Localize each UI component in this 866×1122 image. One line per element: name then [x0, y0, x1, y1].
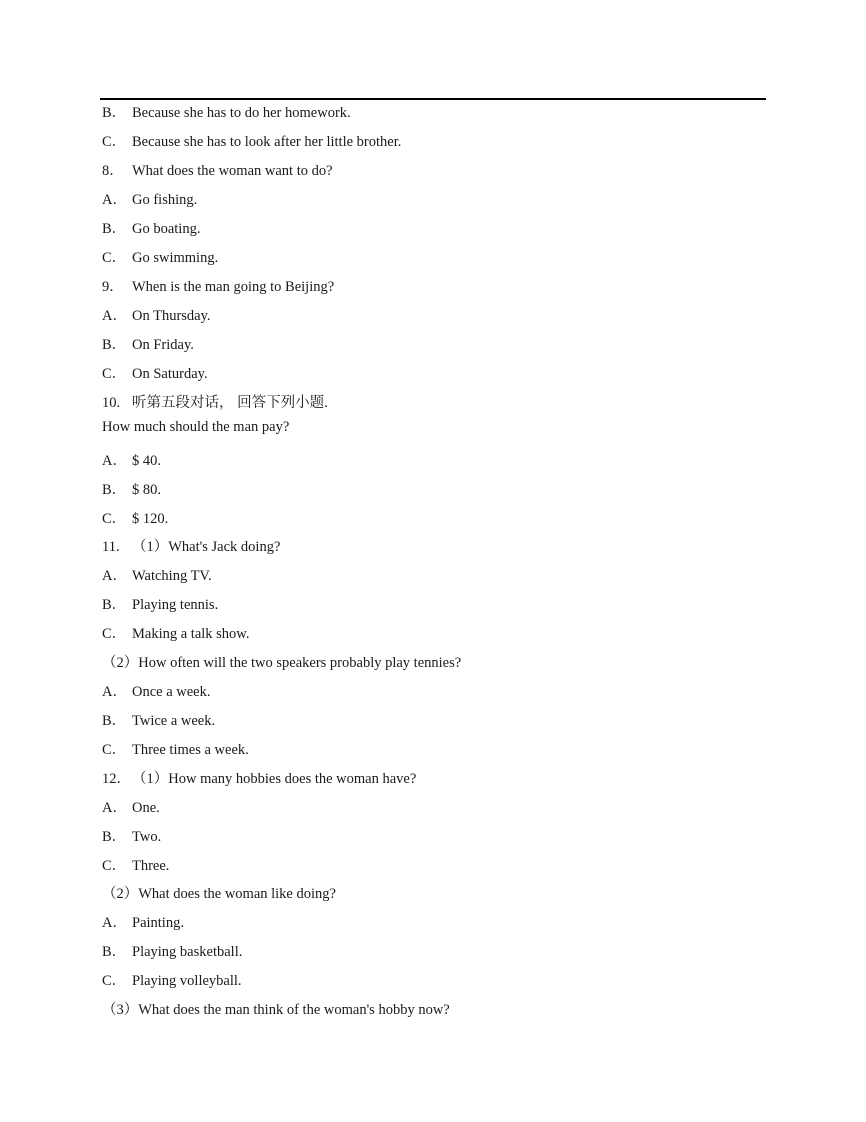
item-label: C． [102, 626, 127, 642]
question-line [102, 857, 169, 875]
item-text: $ 80. [132, 482, 161, 498]
item-text: $ 120. [132, 511, 169, 527]
question-line [102, 104, 351, 122]
item-text: On Saturday. [132, 366, 208, 382]
item-label: B． [102, 105, 127, 121]
item-text: Go fishing. [132, 192, 198, 208]
question-line [102, 162, 333, 180]
item-label: C． [102, 742, 127, 758]
question-line [102, 683, 211, 701]
question-line [102, 596, 218, 614]
question-line [102, 770, 416, 788]
item-text: Two. [132, 829, 162, 845]
question-line [102, 394, 328, 412]
item-label: C． [102, 973, 127, 989]
question-line [102, 741, 249, 759]
item-text: 听第五段对话， 回答下列小题. [132, 395, 328, 411]
item-label: A． [102, 684, 127, 700]
item-text: Playing tennis. [132, 597, 219, 613]
item-text: How much should the man pay? [102, 419, 290, 435]
item-label: B． [102, 829, 127, 845]
item-text: Watching TV. [132, 568, 212, 584]
question-subline [102, 654, 461, 672]
item-label: A． [102, 915, 127, 931]
item-label: B． [102, 944, 127, 960]
item-label: A． [102, 453, 127, 469]
item-text: Because she has to do her homework. [132, 105, 351, 121]
item-text: Go swimming. [132, 250, 219, 266]
item-label: A． [102, 800, 127, 816]
item-text: What does the woman want to do? [132, 163, 333, 179]
item-text: Go boating. [132, 221, 201, 237]
item-label: B． [102, 713, 127, 729]
item-label: A． [102, 192, 127, 208]
item-label: C． [102, 511, 127, 527]
question-line [102, 365, 208, 383]
item-label: C． [102, 250, 127, 266]
question-line [102, 914, 184, 932]
item-text: Three times a week. [132, 742, 249, 758]
item-label: A． [102, 568, 127, 584]
item-text: （3）What does the man think of the woman's hobby now? [102, 1002, 450, 1018]
question-line [102, 943, 242, 961]
question-subline [102, 885, 336, 903]
item-label: 9． [102, 279, 124, 295]
question-subline [102, 418, 289, 436]
item-label: 10. [102, 395, 121, 411]
item-text: Because she has to look after her little brother. [132, 134, 402, 150]
item-label: C． [102, 858, 127, 874]
question-line [102, 336, 194, 354]
item-label: C． [102, 134, 127, 150]
question-line [102, 307, 211, 325]
question-line [102, 712, 215, 730]
question-line [102, 249, 218, 267]
question-line [102, 625, 249, 643]
item-text: （1）What's Jack doing? [132, 539, 281, 555]
item-text: （2）How often will the two speakers probably play tennies? [102, 655, 462, 671]
item-label: B． [102, 221, 127, 237]
header-rule [100, 98, 766, 100]
question-line [102, 972, 242, 990]
item-label: 8． [102, 163, 124, 179]
item-text: Painting. [132, 915, 184, 931]
item-text: On Thursday. [132, 308, 211, 324]
item-text: （2）What does the woman like doing? [102, 886, 336, 902]
item-text: One. [132, 800, 160, 816]
question-line [102, 452, 161, 470]
item-text: Playing volleyball. [132, 973, 242, 989]
item-text: Once a week. [132, 684, 211, 700]
item-text: When is the man going to Beijing? [132, 279, 335, 295]
item-text: Twice a week. [132, 713, 216, 729]
item-label: B． [102, 482, 127, 498]
question-line [102, 799, 160, 817]
question-line [102, 481, 161, 499]
item-label: B． [102, 597, 127, 613]
question-line [102, 538, 280, 556]
item-label: A． [102, 308, 127, 324]
question-line [102, 828, 161, 846]
question-line [102, 220, 200, 238]
question-line [102, 133, 401, 151]
item-label: 12． [102, 771, 131, 787]
item-text: （1）How many hobbies does the woman have? [132, 771, 417, 787]
item-label: B． [102, 337, 127, 353]
item-label: C． [102, 366, 127, 382]
item-text: $ 40. [132, 453, 161, 469]
item-text: Making a talk show. [132, 626, 250, 642]
item-text: Three. [132, 858, 170, 874]
question-line [102, 510, 168, 528]
question-line [102, 278, 334, 296]
item-text: On Friday. [132, 337, 194, 353]
question-line [102, 191, 197, 209]
item-label: 11. [102, 539, 120, 555]
question-line [102, 567, 212, 585]
question-subline [102, 1001, 450, 1019]
item-text: Playing basketball. [132, 944, 243, 960]
